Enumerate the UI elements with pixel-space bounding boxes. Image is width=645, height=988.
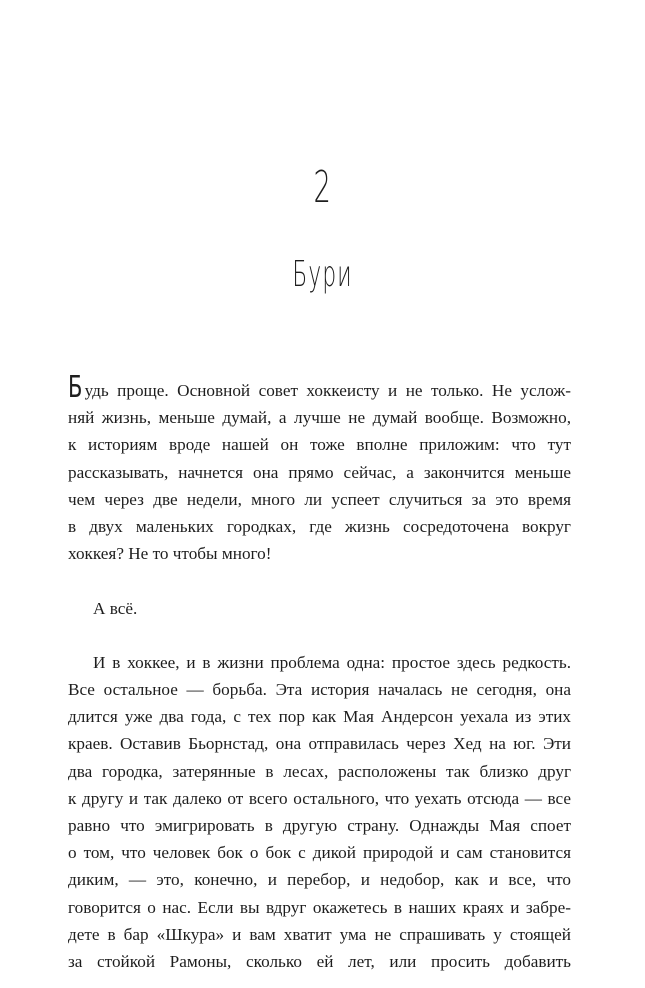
text-line: диким, — это, конечно, и перебор, и недобор, как и все, что <box>68 870 571 890</box>
text-line: говорится о нас. Если вы вдруг окажетесь в наших краях и забре- <box>68 897 571 917</box>
text-line: к историям вроде нашей он тоже вполне приложим: что тут <box>68 435 571 455</box>
paragraph-gap <box>68 622 571 649</box>
text-line: два городка, затерянные в лесах, расположены так близко друг <box>68 761 571 781</box>
text-line: няй жизнь, меньше думай, а лучше не думай вообще. Возможно, <box>68 408 571 428</box>
paragraph-2 <box>68 595 571 622</box>
text-line: Будь проще. Основной совет хоккеисту и не только. Не услож- <box>68 370 571 405</box>
text-line: Все остальное — борьба. Эта история началась не сегодня, она <box>68 680 571 700</box>
text-line: в двух маленьких городках, где жизнь сосредоточена вокруг <box>68 516 571 536</box>
chapter-title: Бури <box>292 254 353 295</box>
drop-cap: Б <box>68 370 83 405</box>
text-line: хоккея? Не то чтобы много! <box>68 544 272 564</box>
text-line: А всё. <box>93 598 138 618</box>
chapter-body <box>68 370 571 975</box>
text-line: за стойкой Рамоны, сколько ей лет, или просить добавить <box>68 951 571 971</box>
chapter-number: 2 <box>313 162 332 213</box>
paragraph-1 <box>68 370 571 567</box>
paragraph-gap <box>68 567 571 594</box>
text-line: дете в бар «Шкура» и вам хватит ума не спрашивать у стоящей <box>68 924 571 944</box>
text-line: к другу и так далеко от всего остального, что уехать отсюда — все <box>68 788 571 808</box>
text-line: о том, что человек бок о бок с дикой природой и сам становится <box>68 843 571 863</box>
text-line: равно что эмигрировать в другую страну. Однажды Мая споет <box>68 816 571 835</box>
text-line: длится уже два года, с тех пор как Мая Андерсон уехала из этих <box>68 707 571 727</box>
text-line: И в хоккее, и в жизни проблема одна: простое здесь редкость. <box>93 652 571 672</box>
paragraph-3 <box>68 649 571 975</box>
text-line: чем через две недели, много ли успеет случиться за это время <box>68 489 571 509</box>
text-line: краев. Оставив Бьорнстад, она отправилась через Хед на юг. Эти <box>68 734 571 754</box>
text-line: рассказывать, начнется она прямо сейчас, а закончится меньше <box>68 462 571 482</box>
